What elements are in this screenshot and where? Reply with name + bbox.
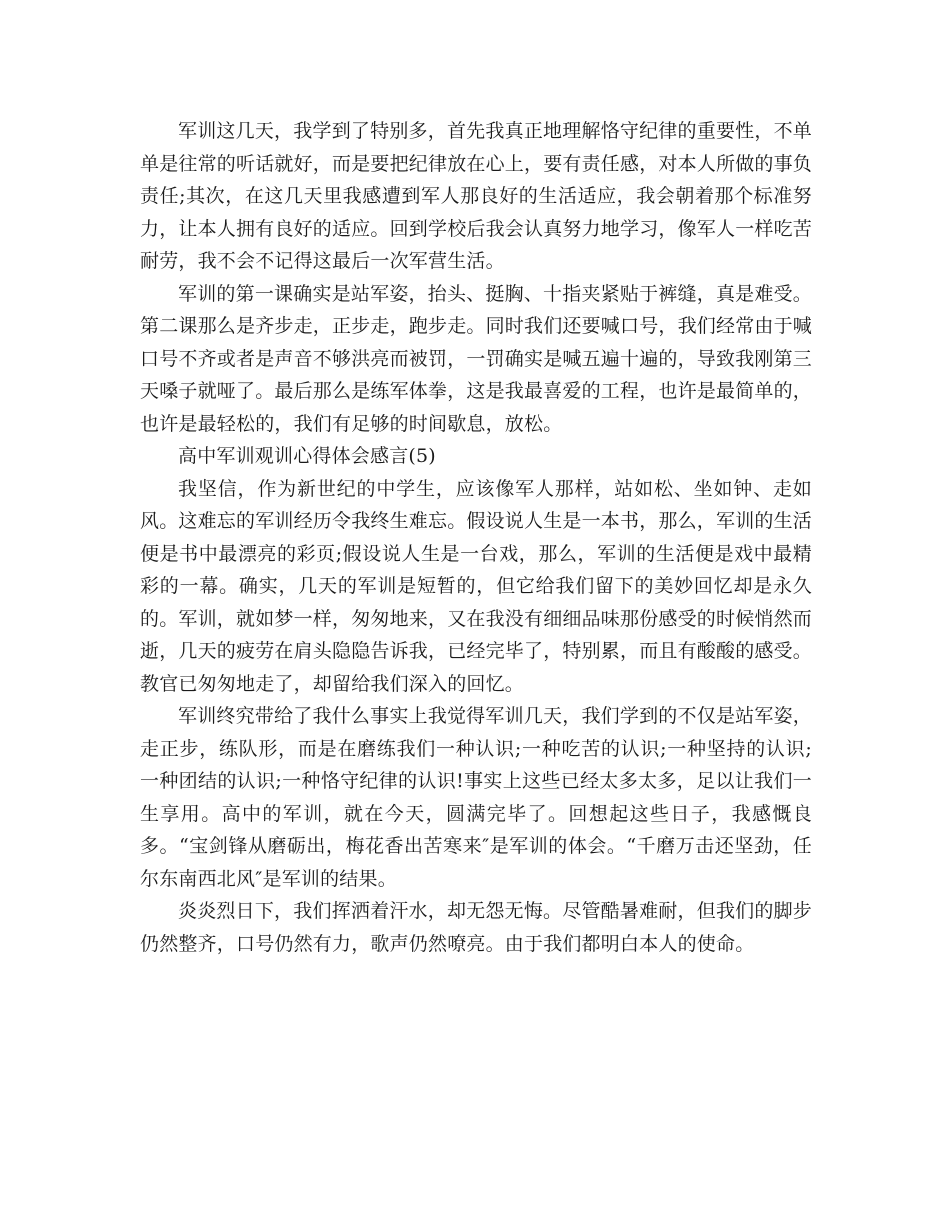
section-heading: 高中军训观训心得体会感言(5) xyxy=(178,445,436,467)
paragraph: 我坚信，作为新世纪的中学生，应该像军人那样，站如松、坐如钟、走如风。这难忘的军训经历令我终生难忘。假设说人生是一本书，那么，军训的生活便是书中最漂亮的彩页;假设说人生是一台戏，那么，军训的生活便是戏中最精彩的一幕。确实，几天的军训是短暂的，但它给我们留下的美妙回忆却是永久的。军训，就如梦一样，匆匆地来，又在我没有细细品味那份感受的时候悄然而逝，几天的疲劳在肩头隐隐告诉我，已经完毕了，特别累，而且有酸酸的感受。教官已匆匆地走了，却留给我们深入的回忆。 xyxy=(140,477,813,695)
paragraph: 军训的第一课确实是站军姿，抬头、挺胸、十指夹紧贴于裤缝，真是难受。第二课那么是齐步走，正步走，跑步走。同时我们还要喊口号，我们经常由于喊口号不齐或者是声音不够洪亮而被罚，一罚确实是喊五遍十遍的，导致我刚第三天嗓子就哑了。最后那么是练军体拳，这是我最喜爱的工程，也许是最简单的，也许是最轻松的，我们有足够的时间歇息，放松。 xyxy=(140,282,813,435)
paragraph: 炎炎烈日下，我们挥洒着汗水，却无怨无悔。尽管酷暑难耐，但我们的脚步仍然整齐，口号仍然有力，歌声仍然嘹亮。由于我们都明白本人的使命。 xyxy=(140,900,812,955)
document-body xyxy=(140,115,812,960)
paragraph: 军训终究带给了我什么事实上我觉得军训几天，我们学到的不仅是站军姿，走正步，练队形，而是在磨练我们一种认识;一种吃苦的认识;一种坚持的认识;一种团结的认识;一种恪守纪律的认识!事实上这些已经太多太多，足以让我们一生享用。高中的军训，就在今天，圆满完毕了。回想起这些日子，我感慨良多。“宝剑锋从磨砺出，梅花香出苦寒来″是军训的体会。“千磨万击还坚劲，任尔东南西北风″是军训的结果。 xyxy=(140,705,812,890)
paragraph: 军训这几天，我学到了特别多，首先我真正地理解恪守纪律的重要性，不单单是往常的听话就好，而是要把纪律放在心上，要有责任感，对本人所做的事负责任;其次，在这几天里我感遭到军人那良好的生活适应，我会朝着那个标准努力，让本人拥有良好的适应。回到学校后我会认真努力地学习，像军人一样吃苦耐劳，我不会不记得这最后一次军营生活。 xyxy=(140,120,813,272)
